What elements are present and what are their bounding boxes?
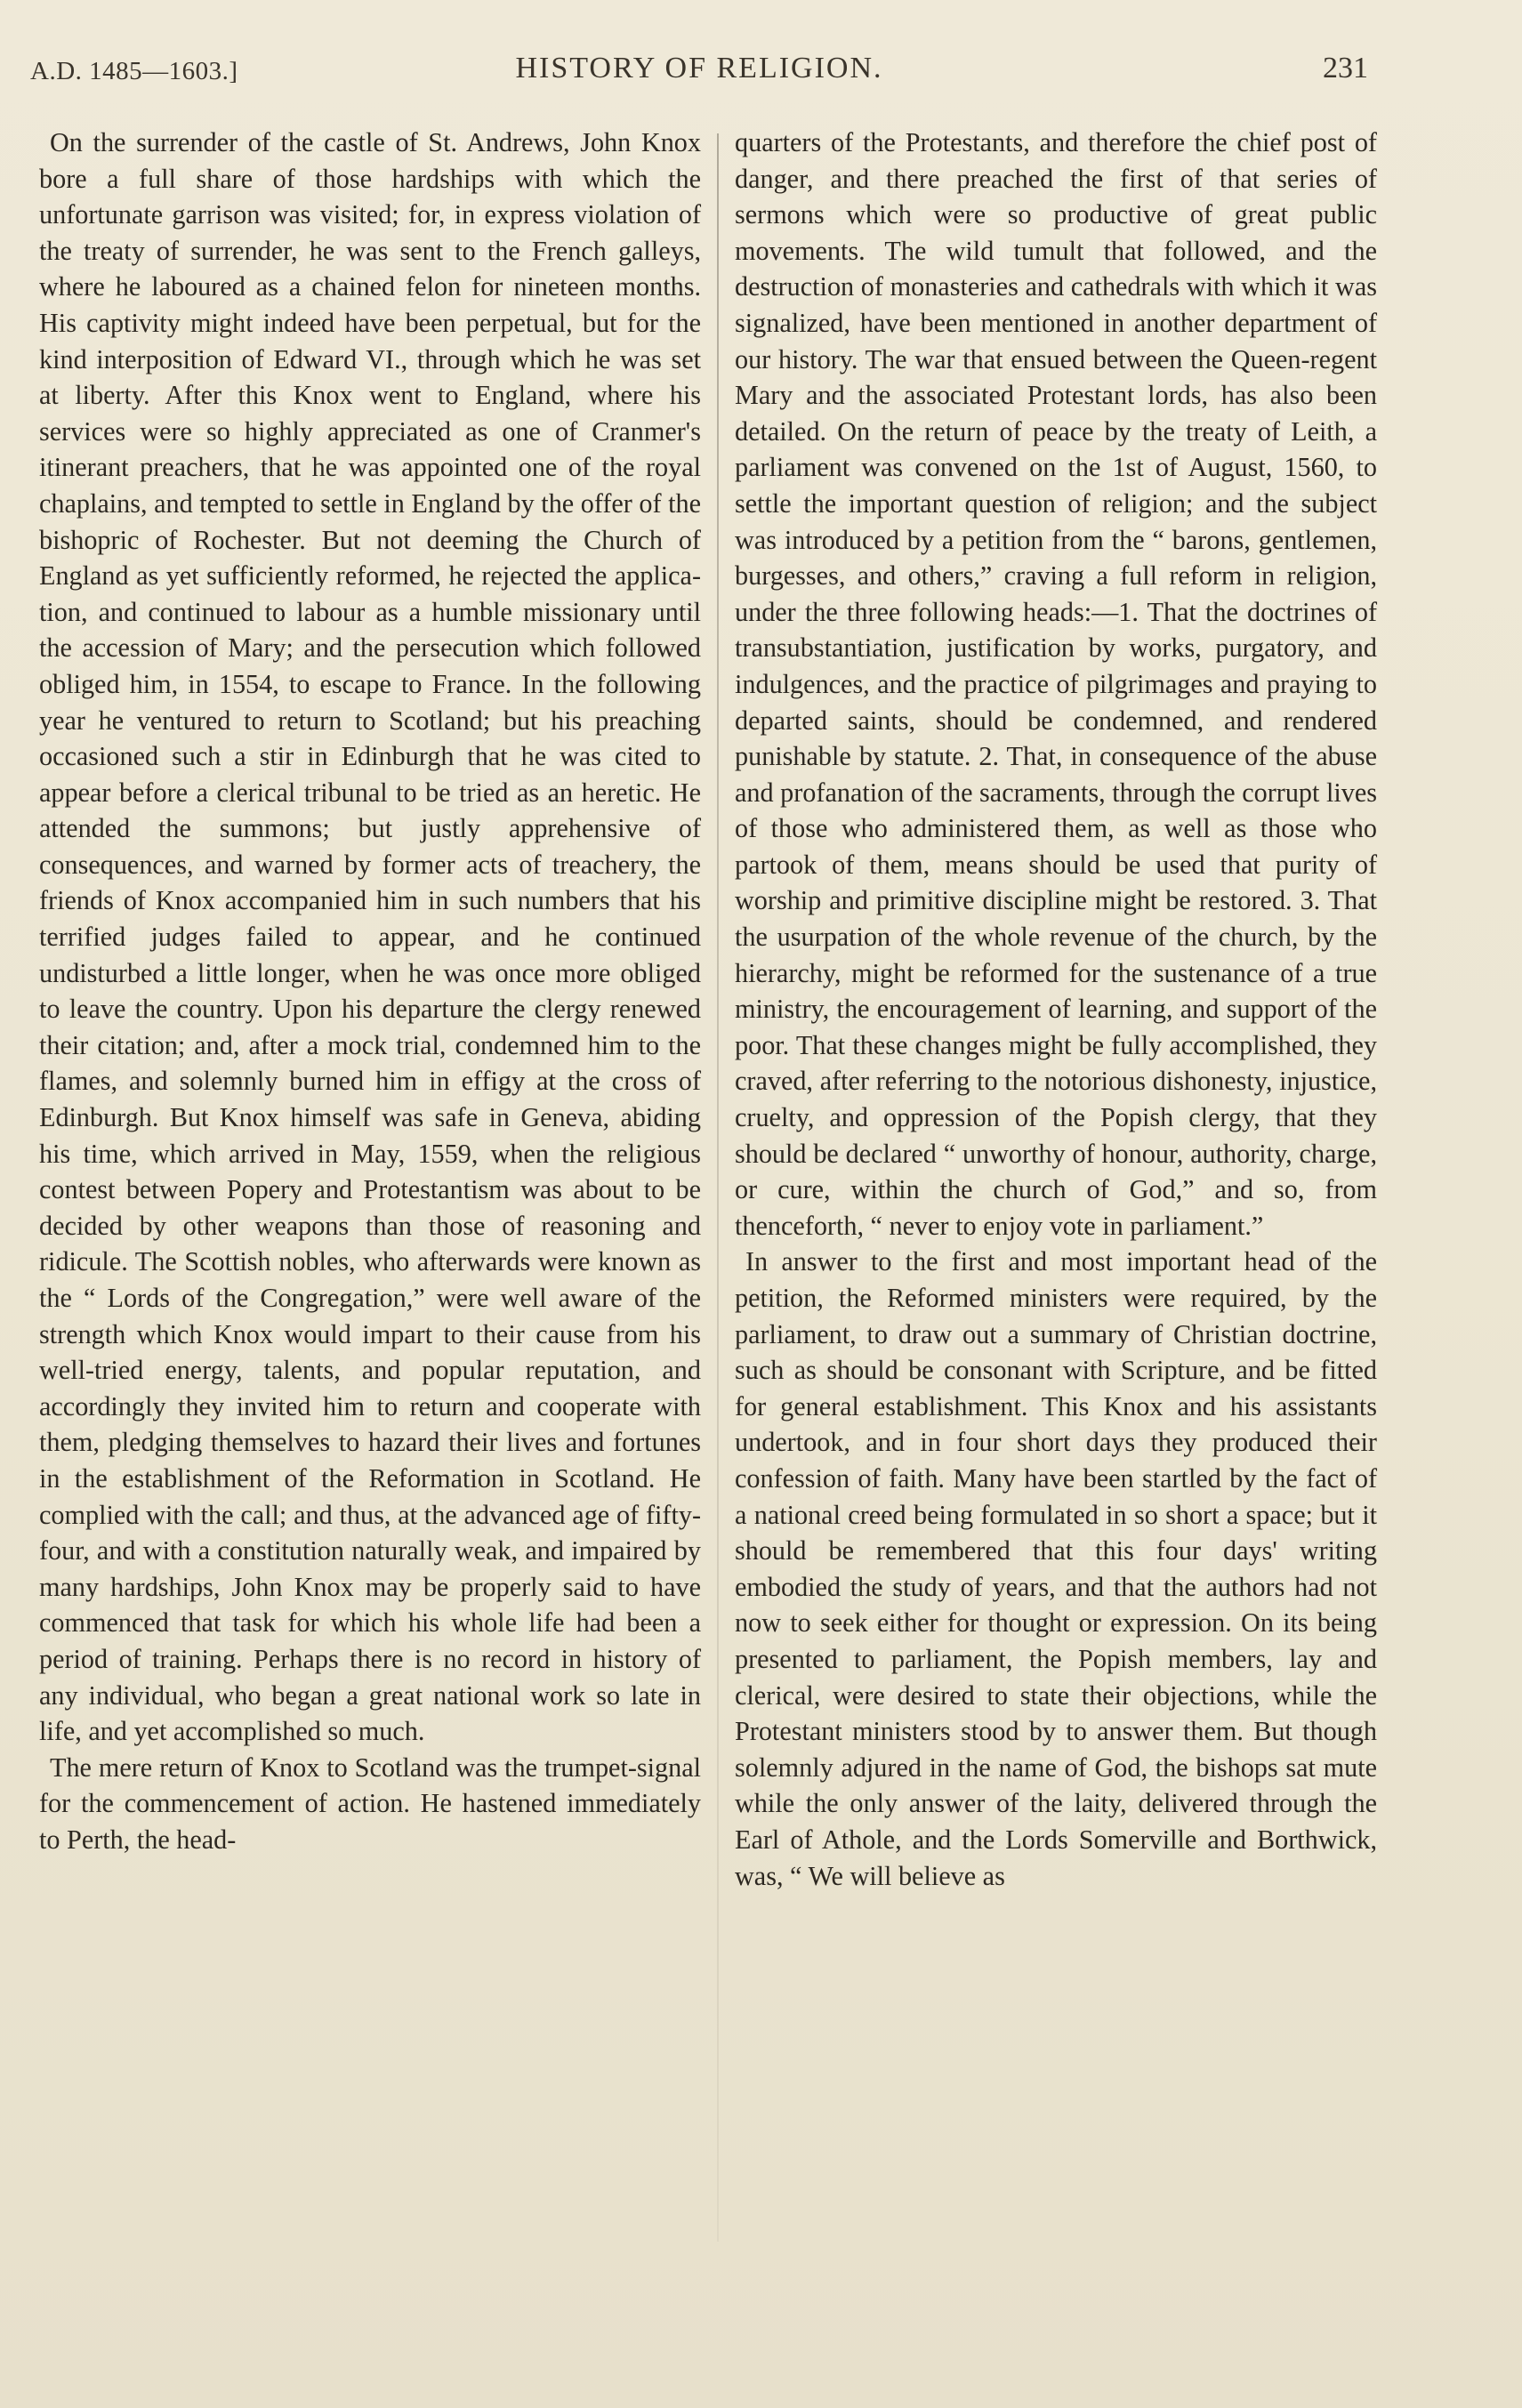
left-column [39, 125, 701, 1858]
column-divider [717, 133, 719, 2242]
header-date-range: A.D. 1485—1603.] [30, 57, 238, 85]
right-column [735, 125, 1377, 1894]
left-paragraph-1: On the surrender of the castle of St. Andrews, John Knox bore a full share of those hardships with which the unfortunate garrison was visited; for, in express violation of the treaty of surrender, he was sent to the French galleys, where he laboured as a chained felon for nineteen months. His captivity might indeed have been perpetual, but for the kind interposition of Edward VI., through which he was set at liberty. After this Knox went to England, where his services were so highly appreciated as one of Cranmer's itinerant preachers, that he was appointed one of the royal chaplains, and tempted to settle in England by the offer of the bishopric of Rochester. But not deeming the Church of England as yet sufficiently reformed, he rejected the application, and continued to labour as a humble missionary until the accession of Mary; and the persecution which followed obliged him, in 1554, to escape to France. In the following year he ventured to return to Scotland; but his preaching occasioned such a stir in Edinburgh that he was cited to appear before a clerical tribunal to be tried as an heretic. He attended the summons; but justly apprehensive of consequences, and warned by former acts of treachery, the friends of Knox accompanied him in such numbers that his terrified judges failed to appear, and he continued undisturbed a little longer, when he was once more obliged to leave the country. Upon his departure the clergy renewed their citation; and, after a mock trial, condemned him to the flames, and solemnly burned him in effigy at the cross of Edinburgh. But Knox himself was safe in Geneva, abiding his time, which arrived in May, 1559, when the religious contest between Popery and Protestantism was about to be decided by other weapons than those of reasoning and ridicule. The Scottish nobles, who afterwards were known as the “ Lords of the Congregation,” were well aware of the strength which Knox would impart to their cause from his well-tried energy, talents, and popular reputation, and accordingly they invited him to return and cooperate with them, pledging themselves to hazard their lives and fortunes in the establishment of the Reformation in Scotland. He complied with the call; and thus, at the advanced age of fifty-four, and with a constitution naturally weak, and impaired by many hardships, John Knox may be properly said to have commenced that task for which his whole life had been a period of training. Perhaps there is no record in history of any individual, who began a great national work so late in life, and yet accomplished so much. [39, 127, 701, 1747]
header-title: HISTORY OF RELIGION. [515, 52, 883, 85]
right-paragraph-2: In answer to the first and most important head of the petition, the Reformed ministers were required, by the parliament, to draw out a summary of Christian doctrine, such as should be consonant with Scripture, and be fitted for general establishment. This Knox and his assistants undertook, and in four short days they produced their confession of faith. Many have been startled by the fact of a national creed being formulated in so short a space; but it should be remembered that this four days' writing embodied the study of years, and that the authors had not now to seek either for thought or expression. On its being presented to parliament, the Popish members, lay and clerical, were desired to state their objections, while the Protestant ministers stood by to answer them. But though solemnly adjured in the name of God, the bishops sat mute while the only answer of the laity, delivered through the Earl of Athole, and the Lords Somerville and Borthwick, was, “ We will believe as [735, 1246, 1377, 1891]
left-paragraph-2: The mere return of Knox to Scotland was the trumpet-signal for the commencement of action. He hastened immediately to Perth, the head- [39, 1752, 701, 1855]
running-header [30, 52, 1368, 91]
page-number: 231 [1323, 52, 1368, 85]
right-paragraph-1: quarters of the Protestants, and therefore the chief post of danger, and there preached the first of that series of sermons which were so productive of great public movements. The wild tumult that followed, and the destruction of monasteries and cathedrals with which it was signalized, have been mentioned in another department of our history. The war that ensued between the Queen-regent Mary and the associated Protestant lords, has also been detailed. On the return of peace by the treaty of Leith, a parliament was convened on the 1st of August, 1560, to settle the important question of religion; and the subject was introduced by a petition from the “ barons, gentlemen, burgesses, and others,” craving a full reform in religion, under the three following heads:—1. That the doctrines of transubstantiation, justification by works, purgatory, and indulgences, and the practice of pilgrimages and praying to departed saints, should be condemned, and rendered punishable by statute. 2. That, in consequence of the abuse and profanation of the sacraments, through the corrupt lives of those who administered them, as well as those who partook of them, means should be used that purity of worship and primitive discipline might be restored. 3. That the usurpation of the whole revenue of the church, by the hierarchy, might be reformed for the sustenance of a true ministry, the encouragement of learning, and support of the poor. That these changes might be fully accomplished, they craved, after referring to the notorious dishonesty, injustice, cruelty, and oppression of the Popish clergy, that they should be declared “ unworthy of honour, authority, charge, or cure, within the church of God,” and so, from thenceforth, “ never to enjoy vote in parliament.” [735, 127, 1377, 1241]
